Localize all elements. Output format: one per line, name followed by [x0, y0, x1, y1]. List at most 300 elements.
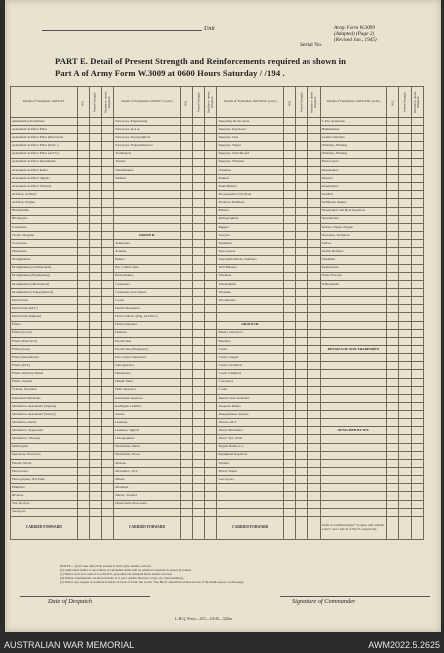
- entry-cell[interactable]: [399, 492, 411, 500]
- entry-cell[interactable]: [180, 443, 192, 451]
- entry-cell[interactable]: [308, 337, 320, 345]
- entry-cell[interactable]: [180, 370, 192, 378]
- entry-cell[interactable]: [296, 256, 308, 264]
- entry-cell[interactable]: [102, 362, 114, 370]
- entry-cell[interactable]: [193, 150, 205, 158]
- entry-cell[interactable]: [387, 451, 399, 459]
- entry-cell[interactable]: [205, 256, 217, 264]
- entry-cell[interactable]: [308, 435, 320, 443]
- entry-cell[interactable]: [205, 321, 217, 329]
- entry-cell[interactable]: [205, 500, 217, 508]
- entry-cell[interactable]: [284, 484, 296, 492]
- entry-cell[interactable]: [284, 174, 296, 182]
- entry-cell[interactable]: [411, 305, 423, 313]
- entry-cell[interactable]: [387, 370, 399, 378]
- entry-cell[interactable]: [284, 288, 296, 296]
- entry-cell[interactable]: [399, 158, 411, 166]
- entry-cell[interactable]: [411, 492, 423, 500]
- entry-cell[interactable]: [308, 223, 320, 231]
- entry-cell[interactable]: [387, 386, 399, 394]
- entry-cell[interactable]: [411, 215, 423, 223]
- entry-cell[interactable]: [399, 280, 411, 288]
- entry-cell[interactable]: [387, 402, 399, 410]
- entry-cell[interactable]: [102, 248, 114, 256]
- cell[interactable]: [193, 516, 205, 539]
- entry-cell[interactable]: [399, 256, 411, 264]
- entry-cell[interactable]: [180, 402, 192, 410]
- entry-cell[interactable]: [296, 280, 308, 288]
- entry-cell[interactable]: [193, 411, 205, 419]
- entry-cell[interactable]: [193, 492, 205, 500]
- entry-cell[interactable]: [387, 297, 399, 305]
- entry-cell[interactable]: [193, 321, 205, 329]
- entry-cell[interactable]: [77, 191, 89, 199]
- entry-cell[interactable]: [399, 207, 411, 215]
- entry-cell[interactable]: [193, 419, 205, 427]
- entry-cell[interactable]: [193, 435, 205, 443]
- entry-cell[interactable]: [102, 411, 114, 419]
- entry-cell[interactable]: [180, 150, 192, 158]
- entry-cell[interactable]: [284, 492, 296, 500]
- entry-cell[interactable]: [102, 500, 114, 508]
- entry-cell[interactable]: [284, 207, 296, 215]
- entry-cell[interactable]: [77, 476, 89, 484]
- cell[interactable]: [399, 516, 411, 539]
- entry-cell[interactable]: [308, 142, 320, 150]
- entry-cell[interactable]: [411, 386, 423, 394]
- entry-cell[interactable]: [296, 402, 308, 410]
- entry-cell[interactable]: [205, 174, 217, 182]
- entry-cell[interactable]: [387, 500, 399, 508]
- entry-cell[interactable]: [308, 126, 320, 134]
- cell[interactable]: [308, 516, 320, 539]
- entry-cell[interactable]: [193, 394, 205, 402]
- entry-cell[interactable]: [387, 427, 399, 435]
- entry-cell[interactable]: [399, 215, 411, 223]
- entry-cell[interactable]: [308, 394, 320, 402]
- entry-cell[interactable]: [180, 419, 192, 427]
- entry-cell[interactable]: [399, 337, 411, 345]
- entry-cell[interactable]: [399, 231, 411, 239]
- entry-cell[interactable]: [77, 427, 89, 435]
- entry-cell[interactable]: [77, 508, 89, 516]
- entry-cell[interactable]: [399, 134, 411, 142]
- entry-cell[interactable]: [387, 468, 399, 476]
- entry-cell[interactable]: [399, 443, 411, 451]
- entry-cell[interactable]: [399, 411, 411, 419]
- entry-cell[interactable]: [102, 337, 114, 345]
- entry-cell[interactable]: [193, 240, 205, 248]
- entry-cell[interactable]: [399, 378, 411, 386]
- entry-cell[interactable]: [180, 337, 192, 345]
- entry-cell[interactable]: [308, 345, 320, 353]
- entry-cell[interactable]: [411, 394, 423, 402]
- entry-cell[interactable]: [399, 435, 411, 443]
- entry-cell[interactable]: [387, 508, 399, 516]
- entry-cell[interactable]: [89, 443, 101, 451]
- entry-cell[interactable]: [89, 313, 101, 321]
- entry-cell[interactable]: [89, 492, 101, 500]
- entry-cell[interactable]: [205, 118, 217, 126]
- entry-cell[interactable]: [296, 345, 308, 353]
- entry-cell[interactable]: [308, 354, 320, 362]
- cell[interactable]: [205, 516, 217, 539]
- entry-cell[interactable]: [399, 288, 411, 296]
- entry-cell[interactable]: [77, 402, 89, 410]
- entry-cell[interactable]: [205, 199, 217, 207]
- entry-cell[interactable]: [205, 158, 217, 166]
- entry-cell[interactable]: [205, 337, 217, 345]
- entry-cell[interactable]: [180, 134, 192, 142]
- entry-cell[interactable]: [387, 134, 399, 142]
- entry-cell[interactable]: [296, 476, 308, 484]
- entry-cell[interactable]: [102, 508, 114, 516]
- entry-cell[interactable]: [205, 435, 217, 443]
- entry-cell[interactable]: [296, 508, 308, 516]
- entry-cell[interactable]: [296, 158, 308, 166]
- entry-cell[interactable]: [387, 492, 399, 500]
- entry-cell[interactable]: [399, 386, 411, 394]
- entry-cell[interactable]: [411, 313, 423, 321]
- entry-cell[interactable]: [77, 411, 89, 419]
- entry-cell[interactable]: [411, 264, 423, 272]
- entry-cell[interactable]: [193, 191, 205, 199]
- entry-cell[interactable]: [77, 321, 89, 329]
- entry-cell[interactable]: [308, 158, 320, 166]
- entry-cell[interactable]: [89, 174, 101, 182]
- entry-cell[interactable]: [77, 207, 89, 215]
- entry-cell[interactable]: [308, 248, 320, 256]
- entry-cell[interactable]: [77, 484, 89, 492]
- entry-cell[interactable]: [205, 411, 217, 419]
- entry-cell[interactable]: [102, 354, 114, 362]
- entry-cell[interactable]: [308, 427, 320, 435]
- entry-cell[interactable]: [284, 345, 296, 353]
- entry-cell[interactable]: [411, 468, 423, 476]
- entry-cell[interactable]: [284, 443, 296, 451]
- entry-cell[interactable]: [296, 337, 308, 345]
- entry-cell[interactable]: [180, 484, 192, 492]
- entry-cell[interactable]: [411, 126, 423, 134]
- entry-cell[interactable]: [102, 443, 114, 451]
- entry-cell[interactable]: [399, 264, 411, 272]
- entry-cell[interactable]: [284, 402, 296, 410]
- entry-cell[interactable]: [180, 280, 192, 288]
- entry-cell[interactable]: [308, 231, 320, 239]
- entry-cell[interactable]: [411, 362, 423, 370]
- entry-cell[interactable]: [77, 231, 89, 239]
- entry-cell[interactable]: [205, 150, 217, 158]
- entry-cell[interactable]: [102, 231, 114, 239]
- entry-cell[interactable]: [387, 191, 399, 199]
- entry-cell[interactable]: [180, 394, 192, 402]
- entry-cell[interactable]: [193, 329, 205, 337]
- entry-cell[interactable]: [180, 191, 192, 199]
- entry-cell[interactable]: [180, 183, 192, 191]
- entry-cell[interactable]: [89, 476, 101, 484]
- entry-cell[interactable]: [180, 345, 192, 353]
- entry-cell[interactable]: [308, 419, 320, 427]
- entry-cell[interactable]: [77, 435, 89, 443]
- entry-cell[interactable]: [77, 394, 89, 402]
- entry-cell[interactable]: [102, 158, 114, 166]
- entry-cell[interactable]: [296, 500, 308, 508]
- entry-cell[interactable]: [102, 240, 114, 248]
- entry-cell[interactable]: [180, 118, 192, 126]
- entry-cell[interactable]: [193, 248, 205, 256]
- entry-cell[interactable]: [284, 280, 296, 288]
- entry-cell[interactable]: [102, 191, 114, 199]
- entry-cell[interactable]: [387, 240, 399, 248]
- entry-cell[interactable]: [399, 150, 411, 158]
- entry-cell[interactable]: [411, 329, 423, 337]
- entry-cell[interactable]: [89, 484, 101, 492]
- entry-cell[interactable]: [411, 174, 423, 182]
- entry-cell[interactable]: [89, 288, 101, 296]
- entry-cell[interactable]: [193, 272, 205, 280]
- entry-cell[interactable]: [284, 419, 296, 427]
- entry-cell[interactable]: [102, 419, 114, 427]
- entry-cell[interactable]: [102, 435, 114, 443]
- entry-cell[interactable]: [296, 199, 308, 207]
- entry-cell[interactable]: [205, 207, 217, 215]
- entry-cell[interactable]: [89, 500, 101, 508]
- entry-cell[interactable]: [89, 134, 101, 142]
- entry-cell[interactable]: [180, 427, 192, 435]
- entry-cell[interactable]: [89, 142, 101, 150]
- entry-cell[interactable]: [308, 370, 320, 378]
- entry-cell[interactable]: [89, 411, 101, 419]
- entry-cell[interactable]: [387, 378, 399, 386]
- entry-cell[interactable]: [308, 459, 320, 467]
- entry-cell[interactable]: [77, 256, 89, 264]
- entry-cell[interactable]: [387, 174, 399, 182]
- entry-cell[interactable]: [102, 492, 114, 500]
- entry-cell[interactable]: [89, 223, 101, 231]
- entry-cell[interactable]: [180, 174, 192, 182]
- entry-cell[interactable]: [89, 378, 101, 386]
- entry-cell[interactable]: [89, 451, 101, 459]
- entry-cell[interactable]: [193, 207, 205, 215]
- entry-cell[interactable]: [399, 354, 411, 362]
- entry-cell[interactable]: [308, 264, 320, 272]
- entry-cell[interactable]: [102, 345, 114, 353]
- entry-cell[interactable]: [387, 183, 399, 191]
- entry-cell[interactable]: [411, 500, 423, 508]
- entry-cell[interactable]: [77, 166, 89, 174]
- entry-cell[interactable]: [284, 256, 296, 264]
- entry-cell[interactable]: [205, 191, 217, 199]
- entry-cell[interactable]: [205, 370, 217, 378]
- entry-cell[interactable]: [205, 215, 217, 223]
- entry-cell[interactable]: [180, 223, 192, 231]
- entry-cell[interactable]: [308, 183, 320, 191]
- entry-cell[interactable]: [296, 451, 308, 459]
- entry-cell[interactable]: [296, 191, 308, 199]
- entry-cell[interactable]: [180, 459, 192, 467]
- entry-cell[interactable]: [205, 459, 217, 467]
- entry-cell[interactable]: [284, 199, 296, 207]
- entry-cell[interactable]: [193, 231, 205, 239]
- entry-cell[interactable]: [296, 329, 308, 337]
- entry-cell[interactable]: [193, 183, 205, 191]
- entry-cell[interactable]: [296, 313, 308, 321]
- entry-cell[interactable]: [205, 231, 217, 239]
- entry-cell[interactable]: [284, 386, 296, 394]
- entry-cell[interactable]: [89, 386, 101, 394]
- entry-cell[interactable]: [411, 321, 423, 329]
- entry-cell[interactable]: [308, 207, 320, 215]
- entry-cell[interactable]: [77, 240, 89, 248]
- entry-cell[interactable]: [387, 362, 399, 370]
- entry-cell[interactable]: [284, 354, 296, 362]
- entry-cell[interactable]: [411, 191, 423, 199]
- entry-cell[interactable]: [308, 411, 320, 419]
- entry-cell[interactable]: [387, 207, 399, 215]
- entry-cell[interactable]: [411, 288, 423, 296]
- entry-cell[interactable]: [89, 126, 101, 134]
- entry-cell[interactable]: [411, 272, 423, 280]
- entry-cell[interactable]: [102, 476, 114, 484]
- entry-cell[interactable]: [387, 215, 399, 223]
- entry-cell[interactable]: [296, 215, 308, 223]
- entry-cell[interactable]: [284, 476, 296, 484]
- entry-cell[interactable]: [77, 329, 89, 337]
- entry-cell[interactable]: [387, 394, 399, 402]
- entry-cell[interactable]: [205, 386, 217, 394]
- entry-cell[interactable]: [205, 329, 217, 337]
- entry-cell[interactable]: [296, 411, 308, 419]
- entry-cell[interactable]: [284, 134, 296, 142]
- entry-cell[interactable]: [308, 451, 320, 459]
- entry-cell[interactable]: [399, 427, 411, 435]
- entry-cell[interactable]: [387, 329, 399, 337]
- entry-cell[interactable]: [180, 142, 192, 150]
- entry-cell[interactable]: [180, 231, 192, 239]
- entry-cell[interactable]: [89, 207, 101, 215]
- entry-cell[interactable]: [284, 215, 296, 223]
- entry-cell[interactable]: [77, 468, 89, 476]
- entry-cell[interactable]: [205, 126, 217, 134]
- entry-cell[interactable]: [308, 386, 320, 394]
- entry-cell[interactable]: [296, 207, 308, 215]
- entry-cell[interactable]: [387, 118, 399, 126]
- entry-cell[interactable]: [77, 297, 89, 305]
- entry-cell[interactable]: [387, 166, 399, 174]
- entry-cell[interactable]: [284, 435, 296, 443]
- entry-cell[interactable]: [205, 362, 217, 370]
- entry-cell[interactable]: [296, 468, 308, 476]
- entry-cell[interactable]: [284, 500, 296, 508]
- entry-cell[interactable]: [77, 459, 89, 467]
- entry-cell[interactable]: [77, 134, 89, 142]
- entry-cell[interactable]: [399, 500, 411, 508]
- entry-cell[interactable]: [205, 142, 217, 150]
- entry-cell[interactable]: [89, 345, 101, 353]
- entry-cell[interactable]: [387, 272, 399, 280]
- entry-cell[interactable]: [308, 492, 320, 500]
- entry-cell[interactable]: [89, 150, 101, 158]
- entry-cell[interactable]: [193, 166, 205, 174]
- entry-cell[interactable]: [180, 468, 192, 476]
- entry-cell[interactable]: [205, 264, 217, 272]
- entry-cell[interactable]: [89, 272, 101, 280]
- entry-cell[interactable]: [89, 166, 101, 174]
- entry-cell[interactable]: [284, 231, 296, 239]
- entry-cell[interactable]: [411, 158, 423, 166]
- entry-cell[interactable]: [193, 451, 205, 459]
- entry-cell[interactable]: [399, 305, 411, 313]
- entry-cell[interactable]: [308, 305, 320, 313]
- entry-cell[interactable]: [89, 394, 101, 402]
- entry-cell[interactable]: [411, 134, 423, 142]
- entry-cell[interactable]: [387, 264, 399, 272]
- entry-cell[interactable]: [284, 118, 296, 126]
- entry-cell[interactable]: [411, 150, 423, 158]
- cell[interactable]: [180, 516, 192, 539]
- entry-cell[interactable]: [411, 484, 423, 492]
- entry-cell[interactable]: [399, 419, 411, 427]
- entry-cell[interactable]: [180, 166, 192, 174]
- entry-cell[interactable]: [193, 280, 205, 288]
- entry-cell[interactable]: [102, 451, 114, 459]
- entry-cell[interactable]: [296, 354, 308, 362]
- entry-cell[interactable]: [284, 297, 296, 305]
- entry-cell[interactable]: [193, 158, 205, 166]
- entry-cell[interactable]: [193, 362, 205, 370]
- entry-cell[interactable]: [102, 118, 114, 126]
- entry-cell[interactable]: [399, 126, 411, 134]
- entry-cell[interactable]: [387, 337, 399, 345]
- entry-cell[interactable]: [411, 427, 423, 435]
- entry-cell[interactable]: [180, 435, 192, 443]
- entry-cell[interactable]: [180, 378, 192, 386]
- entry-cell[interactable]: [411, 337, 423, 345]
- entry-cell[interactable]: [284, 329, 296, 337]
- entry-cell[interactable]: [102, 427, 114, 435]
- entry-cell[interactable]: [180, 305, 192, 313]
- entry-cell[interactable]: [399, 313, 411, 321]
- entry-cell[interactable]: [205, 394, 217, 402]
- entry-cell[interactable]: [296, 231, 308, 239]
- cell[interactable]: [296, 516, 308, 539]
- entry-cell[interactable]: [399, 451, 411, 459]
- entry-cell[interactable]: [89, 321, 101, 329]
- entry-cell[interactable]: [89, 297, 101, 305]
- entry-cell[interactable]: [411, 419, 423, 427]
- entry-cell[interactable]: [296, 419, 308, 427]
- entry-cell[interactable]: [180, 411, 192, 419]
- entry-cell[interactable]: [193, 337, 205, 345]
- entry-cell[interactable]: [399, 199, 411, 207]
- entry-cell[interactable]: [284, 264, 296, 272]
- entry-cell[interactable]: [193, 313, 205, 321]
- entry-cell[interactable]: [308, 468, 320, 476]
- entry-cell[interactable]: [387, 419, 399, 427]
- entry-cell[interactable]: [205, 272, 217, 280]
- entry-cell[interactable]: [102, 174, 114, 182]
- entry-cell[interactable]: [77, 183, 89, 191]
- entry-cell[interactable]: [102, 199, 114, 207]
- entry-cell[interactable]: [411, 443, 423, 451]
- entry-cell[interactable]: [399, 166, 411, 174]
- entry-cell[interactable]: [296, 264, 308, 272]
- entry-cell[interactable]: [89, 435, 101, 443]
- entry-cell[interactable]: [296, 394, 308, 402]
- entry-cell[interactable]: [193, 386, 205, 394]
- entry-cell[interactable]: [308, 288, 320, 296]
- entry-cell[interactable]: [308, 297, 320, 305]
